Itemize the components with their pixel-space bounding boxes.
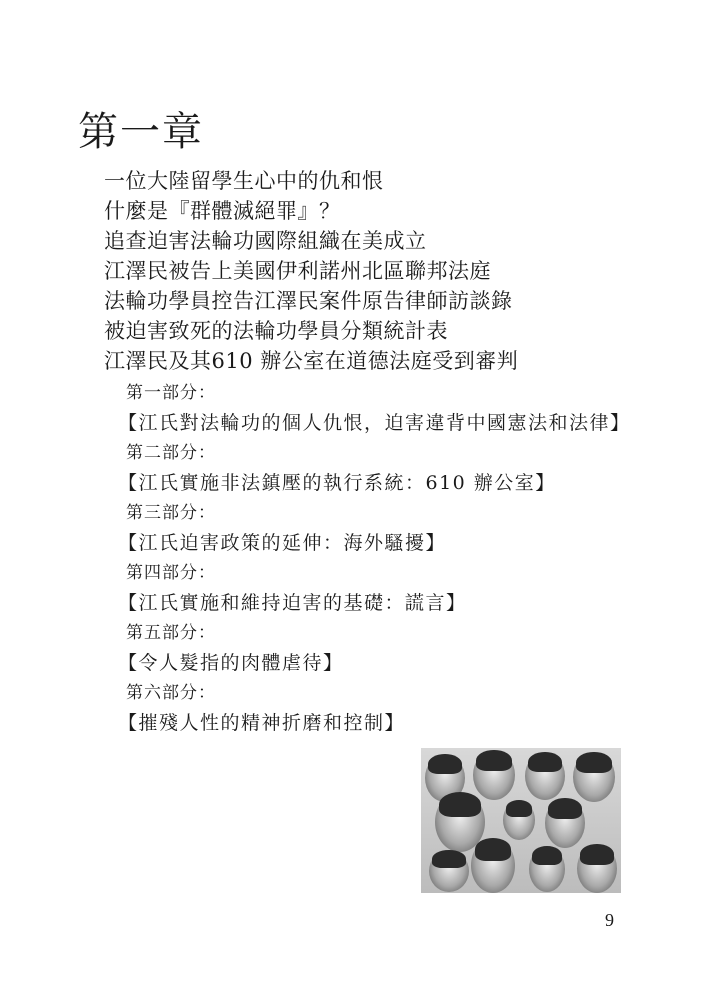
part-label: 第四部分： <box>126 563 216 583</box>
page-number: 9 <box>605 910 614 930</box>
part-subtitle: 【摧殘人性的精神折磨和控制】 <box>118 712 406 734</box>
toc-item: 什麼是『群體滅絕罪』？ <box>104 199 341 223</box>
part-subtitle: 【江氏對法輪功的個人仇恨，迫害違背中國憲法和法律】 <box>118 412 631 434</box>
victims-photo-collage <box>421 748 621 893</box>
toc-item: 追查迫害法輪功國際組織在美成立 <box>104 229 427 253</box>
part-label: 第六部分： <box>126 683 216 703</box>
toc-item: 江澤民被告上美國伊利諾州北區聯邦法庭 <box>104 259 491 283</box>
part-subtitle: 【江氏實施和維持迫害的基礎：謊言】 <box>118 592 467 614</box>
toc-item: 江澤民及其610 辦公室在道德法庭受到審判 <box>104 349 519 373</box>
part-subtitle: 【令人髮指的肉體虐待】 <box>118 652 344 674</box>
part-subtitle: 【江氏實施非法鎮壓的執行系統：610 辦公室】 <box>118 472 556 494</box>
portrait-photo <box>473 750 515 800</box>
portrait-photo <box>529 846 565 892</box>
portrait-photo <box>545 798 585 848</box>
toc-list <box>104 166 684 376</box>
portrait-photo <box>525 752 565 800</box>
part-label: 第三部分： <box>126 503 216 523</box>
part-label: 第二部分： <box>126 443 216 463</box>
part-subtitle: 【江氏迫害政策的延伸：海外騷擾】 <box>118 532 447 554</box>
portrait-photo <box>503 800 535 840</box>
part-label: 第一部分： <box>126 383 216 403</box>
chapter-title: 第一章 <box>78 109 204 155</box>
portrait-photo <box>577 844 617 893</box>
parts-list <box>118 378 678 738</box>
toc-item: 一位大陸留學生心中的仇和恨 <box>104 169 384 193</box>
toc-item: 法輪功學員控告江澤民案件原告律師訪談錄 <box>104 289 513 313</box>
portrait-photo <box>471 838 515 893</box>
portrait-photo <box>429 850 469 892</box>
part-label: 第五部分： <box>126 623 216 643</box>
portrait-photo <box>573 752 615 802</box>
toc-item: 被迫害致死的法輪功學員分類統計表 <box>104 319 448 343</box>
